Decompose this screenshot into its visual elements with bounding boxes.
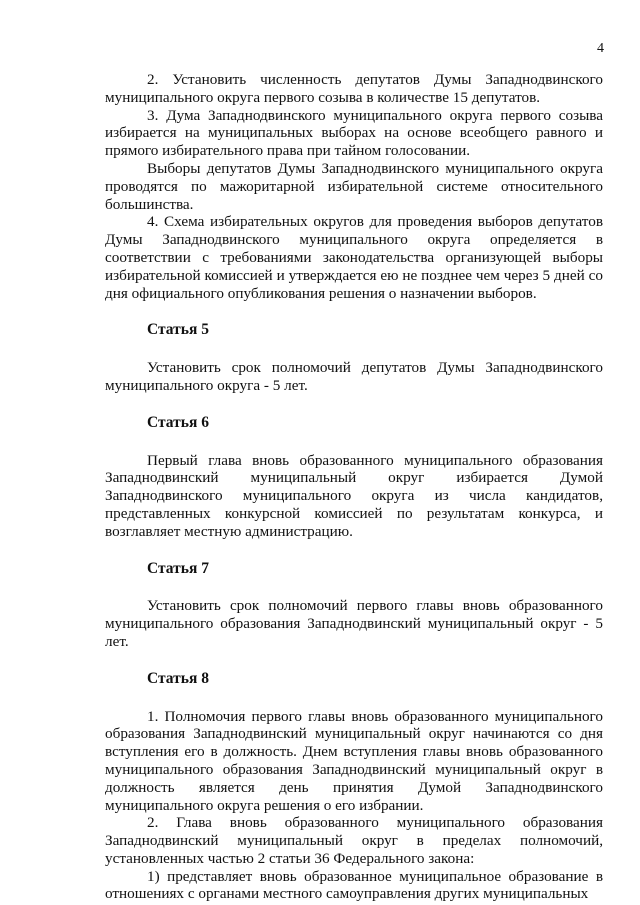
- page-number: 4: [597, 41, 604, 56]
- paragraph: 2. Установить численность депутатов Думы Западнодвинского муниципального округа первого созыва в количестве 15 депутатов.: [105, 71, 603, 106]
- article-heading: Статья 8: [147, 669, 209, 687]
- paragraph: Установить срок полномочий депутатов Думы Западнодвинского муниципального округа - 5 лет.: [105, 359, 603, 394]
- article-heading-wrap: [105, 560, 603, 578]
- paragraph: 3. Дума Западнодвинского муниципального округа первого созыва избирается на муниципальных выборах на основе всеобщего равного и прямого избирательного права при тайном голосовании.: [105, 106, 603, 160]
- article-heading-wrap: [105, 414, 603, 432]
- paragraph: 1. Полномочия первого главы вновь образованного муниципального образования Западнодвинский муниципальный округ начинаются со дня вступления его в должность. Днем вступления главы вновь образованного муниципального образования Западнодвинский муниципальный округ в должность является день принятия Думой Западнодвинского муниципального округа решения о его избрании.: [105, 707, 603, 814]
- paragraph: 1) представляет вновь образованное муниципальное образование в отношениях с органами местного самоуправления других муниципальных: [105, 867, 603, 903]
- document-body: [105, 71, 603, 903]
- paragraph: Первый глава вновь образованного муниципального образования Западнодвинский муниципальный округ избирается Думой Западнодвинского муниципального округа из числа кандидатов, представленных конкурсной комиссией по результатам конкурса, и возглавляет местную администрацию.: [105, 451, 603, 540]
- article-heading-wrap: [105, 670, 603, 688]
- article-heading-wrap: [105, 321, 603, 339]
- article-heading: Статья 7: [147, 559, 209, 577]
- paragraph: 4. Схема избирательных округов для проведения выборов депутатов Думы Западнодвинского муниципального округа определяется в соответствии с требованиями законодательства организующей выборы избирательной комиссией и утверждается ею не позднее чем через 5 дней со дня официального опубликования решения о назначении выборов.: [105, 213, 603, 302]
- paragraph: Установить срок полномочий первого главы вновь образованного муниципального образования Западнодвинский муниципальный округ - 5 лет.: [105, 597, 603, 650]
- article-heading: Статья 6: [147, 413, 209, 431]
- paragraph: Выборы депутатов Думы Западнодвинского муниципального округа проводятся по мажоритарной избирательной системе относительного большинства.: [105, 159, 603, 213]
- paragraph: 2. Глава вновь образованного муниципального образования Западнодвинский муниципальный округ в пределах полномочий, установленных частью 2 статьи 36 Федерального закона:: [105, 814, 603, 867]
- article-heading: Статья 5: [147, 321, 209, 339]
